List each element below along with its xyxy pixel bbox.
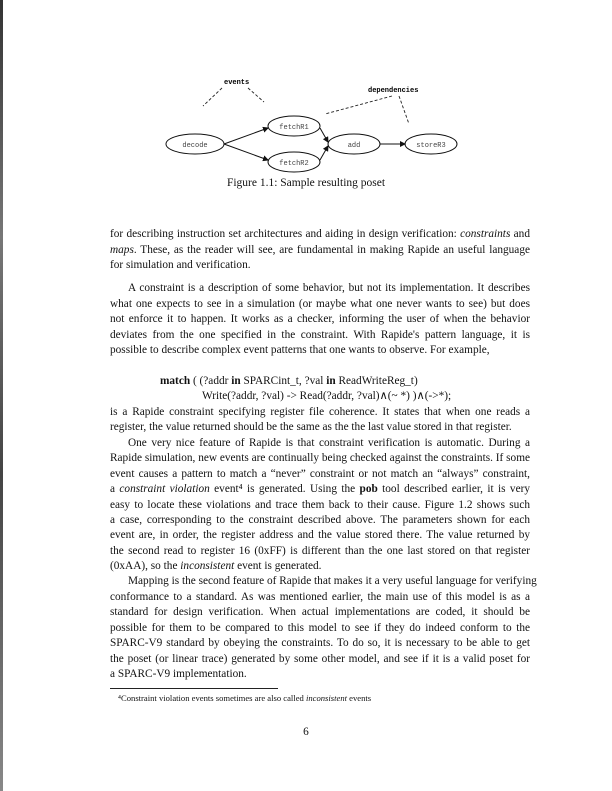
paragraph-4-line [110,452,530,465]
text-run: inconsistent [305,693,348,703]
page-number: 6 [303,726,309,738]
text-run: event are, in order, the register address and the value stored there. The value returned by [110,529,530,541]
footnote [118,693,371,704]
dependencies-pointer-right [399,96,409,124]
paragraph-5-line [110,591,530,604]
text-run: not enforce it to happen. It works as a checker, informing the user of when the behavior [110,313,530,325]
paragraph-2-line [110,298,530,311]
paragraph-2-line [128,282,530,295]
events-label: events [224,79,250,87]
text-run: in [326,375,336,387]
text-run: in [231,375,241,387]
code-line-1 [160,375,418,388]
paragraph-3-line [110,421,530,434]
paragraph-5-line [110,606,530,619]
text-run: event⁴ is generated. Using the [209,483,360,495]
node-label: fetchR2 [279,160,309,168]
paragraph-4-line [110,529,530,542]
text-run: the second read to register 16 (0xFF) is different than the one last stored on that register [110,545,530,557]
text-run: constraint violation [119,483,210,495]
text-run: easy to locate these violations and trace them back to their cause. Figure 1.2 shows such [110,499,530,511]
text-run: Rapide simulation, new events are continually being checked against the constraints. If some [110,452,530,464]
paragraph-5-line [128,575,537,588]
text-run: A constraint is a description of some behavior, but not its implementation. It describes [128,282,530,294]
text-run: SPARCint_t, ?val [240,375,327,387]
text-run: event causes a pattern to match a “never” constraint or not match an “always” constraint, [110,468,530,480]
text-run: ( (?addr [190,375,232,387]
node-label: storeR3 [416,142,446,150]
text-run: One very nice feature of Rapide is that constraint verification is automatic. During a [128,437,530,449]
node-label: decode [182,142,208,150]
text-run: standard for design verification. When actual implementations are coded, it should be [110,606,530,618]
text-run: constraints [460,228,511,240]
text-run: Write(?addr, ?val) -> Read(?addr, ?val)∧(~ *) )∧(->*); [202,390,452,402]
paragraph-5-line [110,622,530,635]
text-run: the poset (or linear trace) generated by some other model, and see if it is a valid poset for [110,653,530,665]
text-run: ReadWriteReg_t) [335,375,418,387]
text-run: is a Rapide constraint specifying register file coherence. It states that when one reads a [110,406,530,418]
text-run: what one expects to see in a simulation (or maybe what one never wants to see) but does [110,298,530,310]
events-pointer-right [248,88,264,102]
edge-fetchR2-add [320,146,328,160]
paragraph-4-line [110,560,530,573]
text-run: inconsistent [180,560,235,572]
paragraph-3-line [110,406,530,419]
edge-decode-fetchR2 [224,144,268,160]
text-run: deviates from the one specified in the constraint. With Rapide's pattern language, it is [110,329,530,341]
edge-decode-fetchR1 [224,128,268,144]
events-pointer-left [203,88,222,106]
paragraph-1-line [110,259,530,272]
text-run: a [110,483,120,495]
text-run: Mapping is the second feature of Rapide that makes it a very useful language for verifying [128,575,537,587]
poset-figure [140,70,480,175]
paragraph-2-line [110,329,530,342]
paragraph-1-line [110,244,530,257]
text-run: event is generated. [234,560,322,572]
text-run: conformance to a standard. As was mentioned earlier, the main use of this model is as a [110,591,530,603]
text-run: for simulation and verification. [110,259,251,271]
text-run: maps [110,244,134,256]
dependencies-label: dependencies [368,87,419,95]
code-line-2 [202,390,451,403]
paragraph-4-line [110,514,530,527]
dependencies-pointer-left [325,96,392,114]
paragraph-5-line [110,637,530,650]
paragraph-4-line [128,437,530,450]
paragraph-4-line [110,545,530,558]
text-run: events [347,693,372,703]
text-run: pob [359,483,378,495]
text-run: . These, as the reader will see, are fundamental in making Rapide an useful language [133,244,530,256]
paragraph-1-line [110,228,530,241]
paragraph-4-line [110,499,530,512]
node-label: fetchR1 [279,124,309,132]
paragraph-5-line [110,668,530,681]
figure-caption: Figure 1.1: Sample resulting poset [226,177,386,189]
text-run: match [160,375,191,387]
text-run: for describing instruction set architectures and aiding in design verification: [110,228,461,240]
node-label: add [347,142,361,150]
paragraph-2-line [110,344,530,357]
footnote-rule [110,688,278,689]
text-run: possible for them to be compared to this model to see if they do indeed conform to the [110,622,530,634]
edge-fetchR1-add [320,128,328,142]
text-run: ⁴Constraint violation events sometimes are also called [118,693,306,703]
paragraph-4-line [110,468,530,481]
paragraph-5-line [110,653,530,666]
text-run: possible to describe complex event patterns that one wants to observe. For example, [110,344,490,356]
text-run: register, the value returned should be the same as the the last value stored in that register. [110,421,512,433]
paragraph-4-line [110,483,530,496]
scan-edge [0,0,3,791]
text-run: and [510,228,530,240]
text-run: tool described earlier, it is very [377,483,531,495]
text-run: a SPARC-V9 implementation. [110,668,247,680]
text-run: a case, corresponding to the constraint described above. The parameters shown for each [110,514,530,526]
text-run: SPARC-V9 standard by obeying the constraints. To do so, it is necessary to be able to get [110,637,530,649]
text-run: (0xAA), so the [110,560,181,572]
paragraph-2-line [110,313,530,326]
